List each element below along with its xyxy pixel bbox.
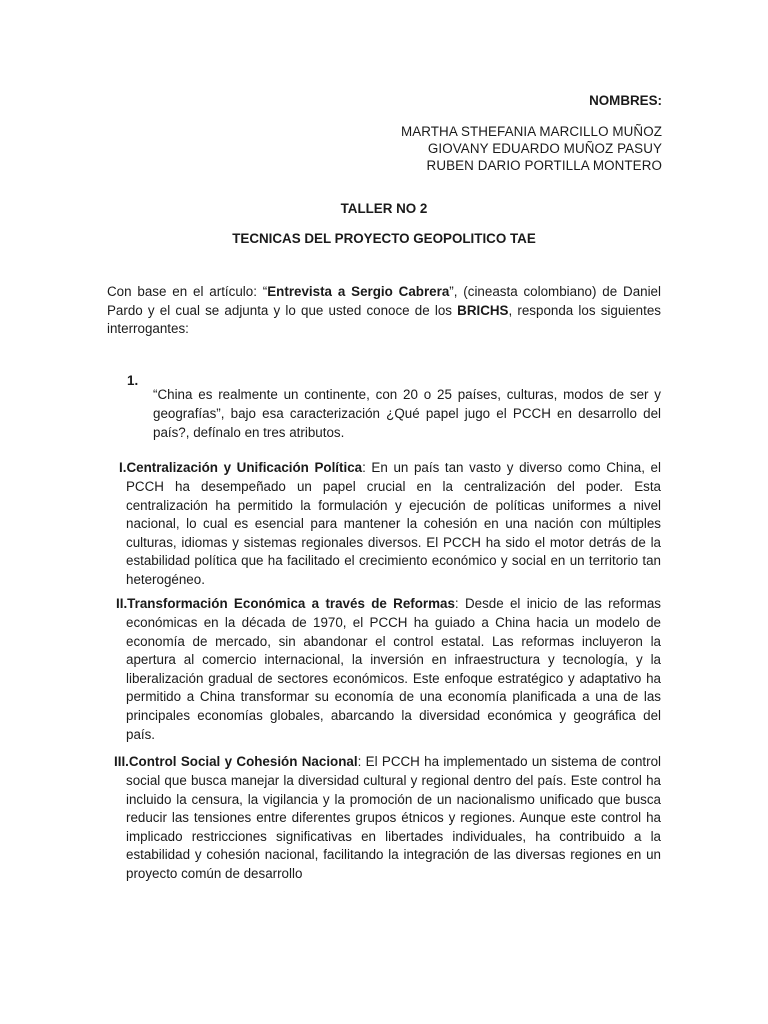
answer-heading: Control Social y Cohesión Nacional	[128, 754, 358, 770]
answer-body: : El PCCH ha implementado un sistema de control social que busca manejar la diversidad cultural y regional dentro del país. Este control ha incluido la censura, la vigilancia y la promoción de un nacionalismo unificado que busca reducir las tensiones entre diferentes grupos étnicos y regiones. Aunque este control ha implicado restricciones significativas en libertades individuales, ha contribuido a la estabilidad y cohesión nacional, facilitando la integración de las diversas regiones en un proyecto común de desarrollo	[126, 754, 661, 881]
answer-body: : En un país tan vasto y diverso como China, el PCCH ha desempeñado un papel crucial en la centralización del poder. Esta centralización ha permitido la formulación y ejecución de políticas uniformes a nivel nacional, lo cual es esencial para mantener la cohesión en una nación con múltiples culturas, idiomas y sistemas regionales diversos. El PCCH ha sido el motor detrás de la estabilidad política que ha facilitado el crecimiento económico y social en un territorio tan heterogéneo.	[126, 460, 661, 587]
document-subtitle: TECNICAS DEL PROYECTO GEOPOLITICO TAE	[232, 231, 536, 246]
answer-item	[107, 446, 661, 603]
answer-paragraph	[107, 753, 661, 883]
answer-paragraph	[107, 459, 661, 589]
question-text: “China es realmente un continente, con 20 o 25 países, culturas, modos de ser y geografías”, bajo esa caracterización ¿Qué papel jugo el PCCH en desarrollo del país?, defínalo en tres atributos.	[153, 387, 661, 440]
answer-item	[107, 582, 661, 758]
title-block	[0, 200, 768, 247]
answer-heading: Centralización y Unificación Política	[126, 460, 363, 476]
article-title: Entrevista a Sergio Cabrera	[267, 284, 450, 299]
intro-text: ”, (cineasta colombiano) de Daniel Pardo y el cual se adjunta y lo que usted conoce de los	[107, 284, 661, 318]
question-number: 1.	[127, 373, 139, 388]
student-name: RUBEN DARIO PORTILLA MONTERO	[426, 158, 662, 173]
intro-text: , responda los siguientes interrogantes:	[107, 302, 661, 337]
roman-numeral: II.	[116, 596, 128, 612]
question-1	[127, 373, 661, 456]
names-block	[401, 92, 662, 174]
answer-heading: Transformación Económica a través de Reformas	[127, 596, 455, 612]
student-name: GIOVANY EDUARDO MUÑOZ PASUY	[427, 141, 662, 156]
answer-item	[107, 740, 661, 897]
answer-paragraph	[107, 595, 661, 744]
roman-numeral: I.	[119, 460, 127, 476]
names-label: NOMBRES:	[589, 93, 662, 108]
student-name: MARTHA STHEFANIA MARCILLO MUÑOZ	[400, 124, 662, 139]
intro-text: Con base en el artículo: “	[107, 284, 268, 299]
brichs-term: BRICHS	[457, 302, 509, 318]
intro-paragraph	[107, 283, 661, 339]
document-title: TALLER NO 2	[340, 201, 428, 216]
roman-numeral: III.	[114, 754, 129, 770]
answer-body: : Desde el inicio de las reformas económicas en la década de 1970, el PCCH ha guiado a China hacia un modelo de economía de mercado, sin abandonar el control estatal. Las reformas incluyeron la apertura al comercio internacional, la inversión en infraestructura y tecnología, y la liberalización gradual de sectores económicos. Este enfoque estratégico y adaptativo ha permitido a China transformar su economía de una economía planificada a una de las principales economías globales, abarcando la diversidad económica y geográfica del país.	[126, 596, 661, 742]
names-list	[401, 123, 662, 174]
